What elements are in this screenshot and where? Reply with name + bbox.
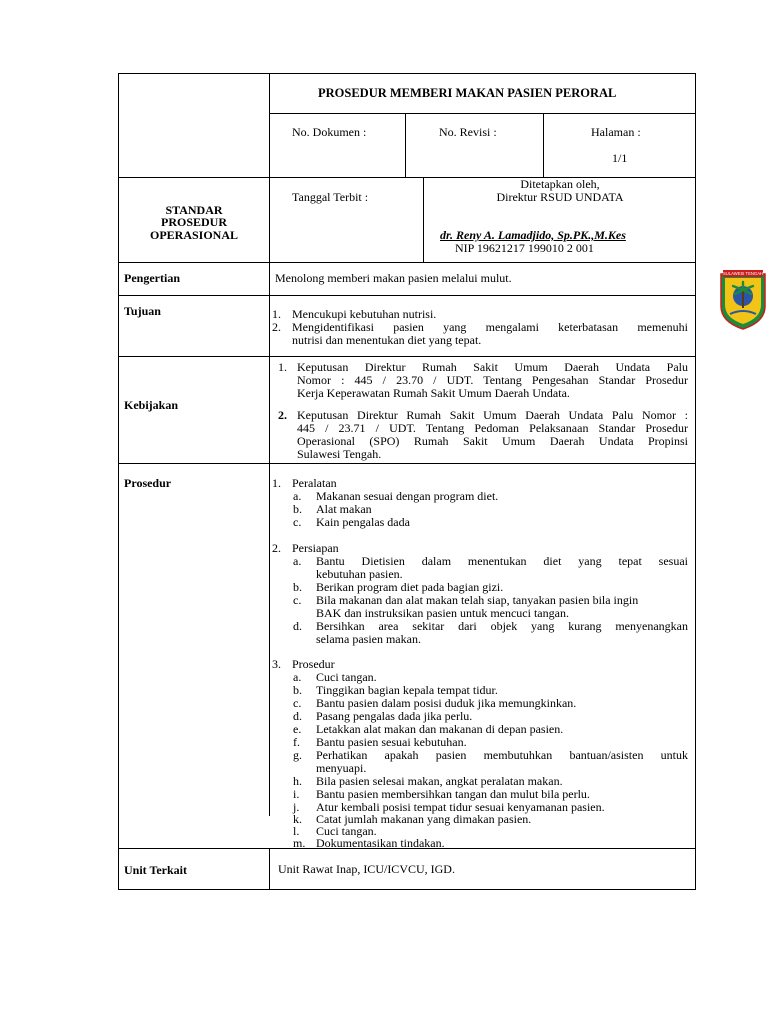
step-letter: c. xyxy=(293,593,302,607)
emblem-banner: SULAWESI TENGAH xyxy=(722,271,764,277)
step-line: Bersihkan area sekitar dari objek yang kurang menyenangkan xyxy=(316,619,688,633)
label-unit-terkait: Unit Terkait xyxy=(124,863,188,877)
step-line: BAK dan instruksikan pasien untuk mencuci tangan. xyxy=(316,606,569,620)
unit-terkait-text: Unit Rawat Inap, ICU/ICVCU, IGD. xyxy=(278,862,455,876)
kebijakan-line: Operasional (SPO) Rumah Sakit Umum Daerah Undata Propinsi xyxy=(297,434,688,448)
step-line: Alat makan xyxy=(316,502,372,516)
page-label: Halaman : xyxy=(591,125,641,139)
issue-date-label: Tanggal Terbit : xyxy=(292,190,369,204)
step-letter: b. xyxy=(293,580,302,594)
step-line: Letakkan alat makan dan makanan di depan pasien. xyxy=(316,722,564,736)
step-letter: j. xyxy=(293,800,300,814)
step-letter: a. xyxy=(293,670,302,684)
kebijakan-line: Sulawesi Tengah. xyxy=(297,447,382,461)
tujuan-line: nutrisi dan menentukan diet yang tepat. xyxy=(292,333,482,347)
kebijakan-line: 445 / 23.71 / UDT. Tentang Pedoman Pelaksanaan Standar Prosedur xyxy=(297,421,688,435)
document-title: PROSEDUR MEMBERI MAKAN PASIEN PERORAL xyxy=(318,86,617,100)
step-line: Perhatikan apakah pasien membutuhkan bantuan/asisten untuk xyxy=(316,748,688,762)
step-line: Catat jumlah makanan yang dimakan pasien. xyxy=(316,812,532,826)
step-line: Bantu pasien sesuai kebutuhan. xyxy=(316,735,467,749)
pengertian-text: Menolong memberi makan pasien melalui mulut. xyxy=(275,271,512,285)
step-line: Makanan sesuai dengan program diet. xyxy=(316,489,499,503)
prosedur-group-title: Prosedur xyxy=(292,657,335,671)
step-line: Kain pengalas dada xyxy=(316,515,410,529)
document-number-label: No. Dokumen : xyxy=(292,125,367,139)
step-letter: d. xyxy=(293,619,302,633)
kebijakan-line: Keputusan Direktur Rumah Sakit Umum Daerah Undata Palu Nomor : xyxy=(297,408,688,422)
prosedur-group-title: Peralatan xyxy=(292,476,337,490)
step-line: Bila pasien selesai makan, angkat peralatan makan. xyxy=(316,774,563,788)
revision-number-label: No. Revisi : xyxy=(439,125,497,139)
approved-by: Ditetapkan oleh, xyxy=(520,177,600,191)
kebijakan-num: 1. xyxy=(278,360,287,374)
step-letter: a. xyxy=(293,489,302,503)
tujuan-line: Mencukupi kebutuhan nutrisi. xyxy=(292,307,437,321)
step-line: menyuapi. xyxy=(316,761,367,775)
kebijakan-num: 2. xyxy=(278,408,287,422)
prosedur-group-num: 2. xyxy=(272,541,281,555)
step-letter: m. xyxy=(293,836,306,850)
label-prosedur: Prosedur xyxy=(124,476,172,490)
kebijakan-line: Nomor : 445 / 23.70 / UDT. Tentang Pengesahan Standar Prosedur xyxy=(297,373,688,387)
page-value: 1/1 xyxy=(612,151,628,165)
prosedur-group-num: 1. xyxy=(272,476,281,490)
step-line: Bantu pasien membersihkan tangan dan mulut bila perlu. xyxy=(316,787,590,801)
step-line: Dokumentasikan tindakan. xyxy=(316,836,445,850)
director-title: Direktur RSUD UNDATA xyxy=(496,190,624,204)
tujuan-num: 1. xyxy=(272,307,281,321)
step-letter: i. xyxy=(293,787,300,801)
step-letter: b. xyxy=(293,502,302,516)
step-letter: h. xyxy=(293,774,302,788)
label-kebijakan: Kebijakan xyxy=(124,398,179,412)
step-line: Berikan program diet pada bagian gizi. xyxy=(316,580,504,594)
step-letter: g. xyxy=(293,748,302,762)
tujuan-num: 2. xyxy=(272,320,281,334)
step-letter: b. xyxy=(293,683,302,697)
step-letter: d. xyxy=(293,709,302,723)
step-letter: c. xyxy=(293,696,302,710)
step-letter: a. xyxy=(293,554,302,568)
signer-nip: NIP 19621217 199010 2 001 xyxy=(455,241,594,255)
tujuan-line: Mengidentifikasi pasien yang mengalami keterbatasan memenuhi xyxy=(292,320,688,334)
kebijakan-line: Keputusan Direktur Rumah Sakit Umum Daerah Undata Palu xyxy=(297,360,688,374)
step-line: Pasang pengalas dada jika perlu. xyxy=(316,709,473,723)
step-line: Cuci tangan. xyxy=(316,670,377,684)
step-line: Bila makanan dan alat makan telah siap, tanyakan pasien bila ingin xyxy=(316,593,639,607)
step-letter: k. xyxy=(293,812,302,826)
step-line: Bantu Dietisien dalam menentukan diet yang tepat sesuai xyxy=(316,554,688,568)
sop-title-line-3: OPERASIONAL xyxy=(149,228,238,242)
step-letter: e. xyxy=(293,722,302,736)
label-pengertian: Pengertian xyxy=(124,271,180,285)
step-letter: f. xyxy=(293,735,300,749)
prosedur-group-num: 3. xyxy=(272,657,281,671)
prosedur-group-title: Persiapan xyxy=(292,541,339,555)
sulawesi-tengah-emblem-icon xyxy=(718,268,768,330)
step-letter: c. xyxy=(293,515,302,529)
step-line: kebutuhan pasien. xyxy=(316,567,403,581)
step-letter: l. xyxy=(293,824,300,838)
step-line: selama pasien makan. xyxy=(316,632,421,646)
sop-title-line-1: STANDAR xyxy=(165,203,223,217)
label-tujuan: Tujuan xyxy=(124,304,161,318)
step-line: Atur kembali posisi tempat tidur sesuai kenyamanan pasien. xyxy=(316,800,605,814)
kebijakan-line: Kerja Keperawatan Rumah Sakit Umum Daerah Undata. xyxy=(297,386,570,400)
signer-name: dr. Reny A. Lamadjido, Sp.PK.,M.Kes xyxy=(440,228,626,242)
step-line: Bantu pasien dalam posisi duduk jika memungkinkan. xyxy=(316,696,577,710)
step-line: Cuci tangan. xyxy=(316,824,377,838)
sop-title-line-2: PROSEDUR xyxy=(160,215,227,229)
step-line: Tinggikan bagian kepala tempat tidur. xyxy=(316,683,498,697)
